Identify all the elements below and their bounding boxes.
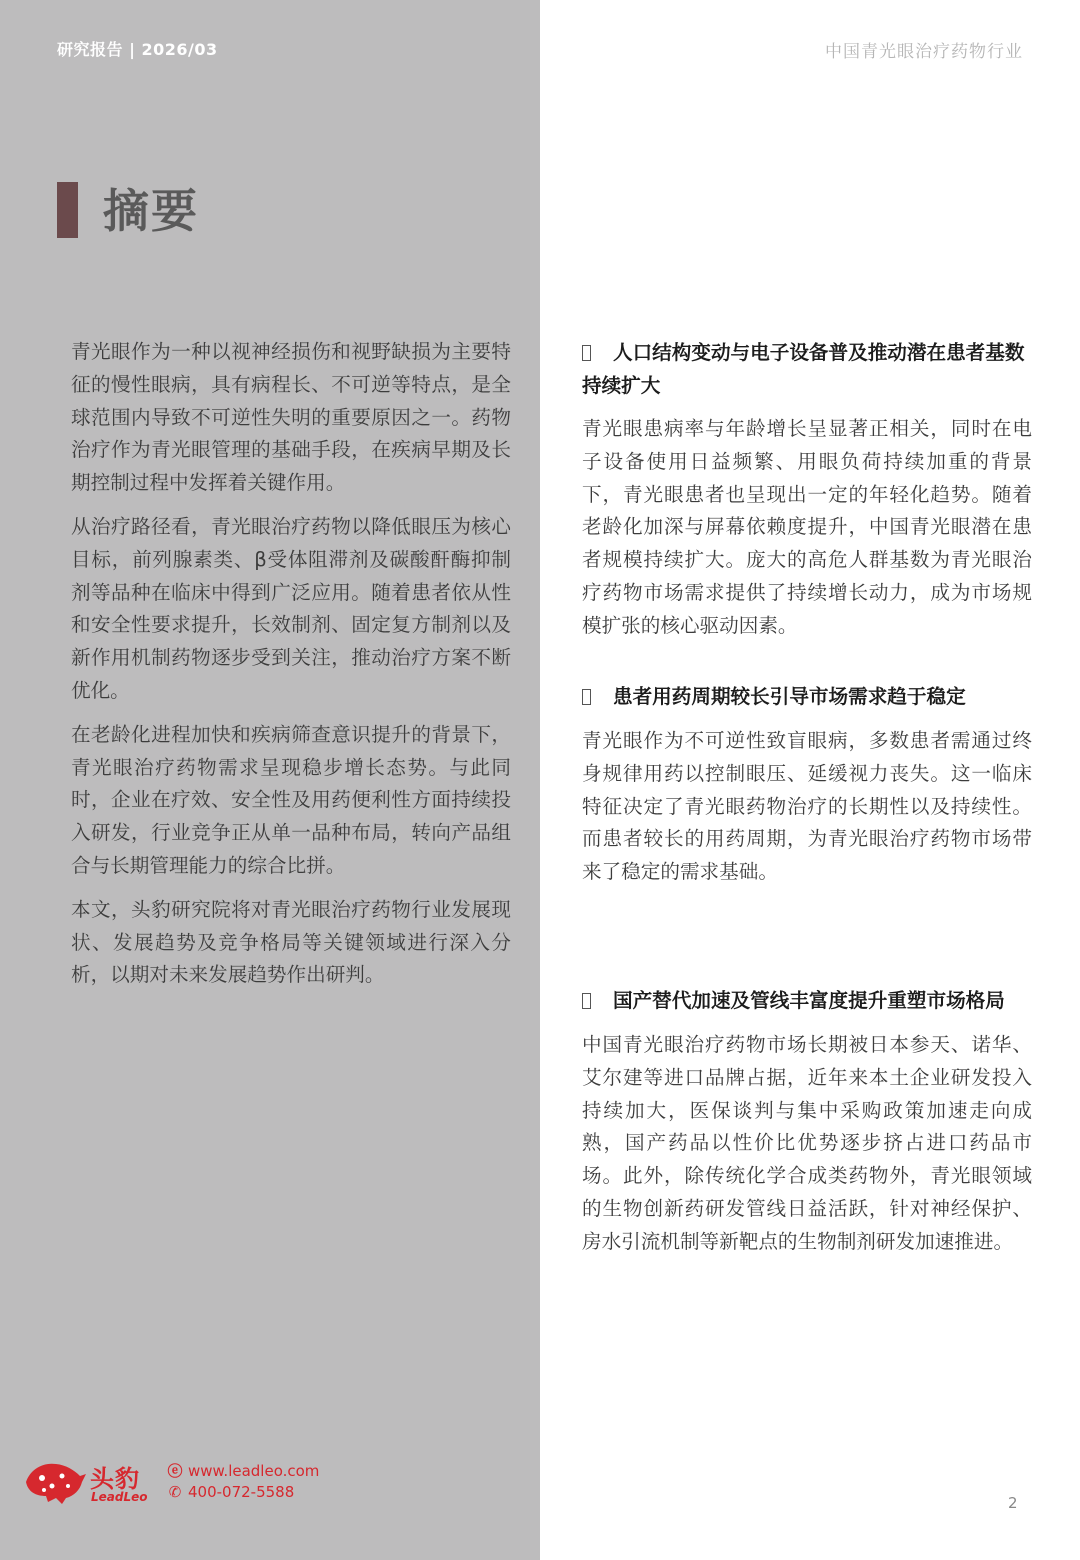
section-heading-text: 国产替代加速及管线丰富度提升重塑市场格局 xyxy=(613,989,1005,1012)
page-number: 2 xyxy=(1008,1494,1018,1512)
section-body: 青光眼作为不可逆性致盲眼病，多数患者需通过终身规律用药以控制眼压、延缓视力丧失。这一临床特征决定了青光眼药物治疗的长期性以及持续性。而患者较长的用药周期，为青光眼治疗药物市场带来了稳定的需求基础。 xyxy=(582,729,1032,884)
industry-title: 中国青光眼治疗药物行业 xyxy=(825,42,1023,62)
website-text: www.leadleo.com xyxy=(188,1462,320,1480)
summary-paragraph: 青光眼作为一种以视神经损伤和视野缺损为主要特征的慢性眼病，具有病程长、不可逆等特点，是全球范围内导致不可逆性失明的重要原因之一。药物治疗作为青光眼管理的基础手段，在疾病早期及长期控制过程中发挥着关键作用。 xyxy=(71,340,511,495)
e-web-icon: ⓔ xyxy=(167,1462,183,1480)
report-tag: 研究报告 | 2026/03 xyxy=(57,40,218,59)
section-medication-cycle xyxy=(582,680,1032,889)
square-bullet-icon xyxy=(582,993,591,1009)
section-heading xyxy=(582,336,1032,402)
title-accent-bar xyxy=(57,182,78,238)
square-bullet-icon xyxy=(582,345,591,361)
section-population-drivers xyxy=(582,336,1032,643)
phone-text: 400-072-5588 xyxy=(188,1483,295,1501)
section-heading-text: 人口结构变动与电子设备普及推动潜在患者基数持续扩大 xyxy=(582,341,1025,397)
summary-body xyxy=(71,336,511,1003)
section-heading xyxy=(582,680,1032,713)
section-heading-text: 患者用药周期较长引导市场需求趋于稳定 xyxy=(613,685,966,708)
section-body: 中国青光眼治疗药物市场长期被日本参天、诺华、艾尔建等进口品牌占据，近年来本土企业研发投入持续加大，医保谈判与集中采购政策加速走向成熟，国产药品以性价比优势逐步挤占进口药品市场。此外，除传统化学合成类药物外，青光眼领域的生物创新药研发管线日益活跃，针对神经保护、房水引流机制等新靶点的生物制剂研发加速推进。 xyxy=(582,1033,1032,1253)
section-body: 青光眼患病率与年龄增长呈显著正相关，同时在电子设备使用日益频繁、用眼负荷持续加重的背景下，青光眼患者也呈现出一定的年轻化趋势。随着老龄化加深与屏幕依赖度提升，中国青光眼潜在患者规模持续扩大。庞大的高危人群基数为青光眼治疗药物市场需求提供了持续增长动力，成为市场规模扩张的核心驱动因素。 xyxy=(582,417,1032,637)
phone-contact xyxy=(166,1482,294,1502)
summary-paragraph: 本文，头豹研究院将对青光眼治疗药物行业发展现状、发展趋势及竞争格局等关键领域进行深入分析，以期对未来发展趋势作出研判。 xyxy=(71,897,511,987)
section-heading xyxy=(582,984,1032,1017)
phone-icon: ✆ xyxy=(168,1483,182,1501)
square-bullet-icon xyxy=(582,689,591,705)
brand-name-cn: 头豹 xyxy=(90,1465,140,1493)
section-domestic-substitution xyxy=(582,984,1032,1259)
summary-paragraph: 在老龄化进程加快和疾病筛查意识提升的背景下，青光眼治疗药物需求呈现稳步增长态势。与此同时，企业在疗效、安全性及用药便利性方面持续投入研发，行业竞争正从单一品种布局，转向产品组合与长期管理能力的综合比拼。 xyxy=(71,722,511,877)
summary-paragraph: 从治疗路径看，青光眼治疗药物以降低眼压为核心目标，前列腺素类、β受体阻滞剂及碳酸酐酶抑制剂等品种在临床中得到广泛应用。随着患者依从性和安全性要求提升，长效制剂、固定复方制剂以及新作用机制药物逐步受到关注，推动治疗方案不断优化。 xyxy=(71,514,511,702)
brand-name-en: LeadLeo xyxy=(91,1490,148,1504)
page-title: 摘要 xyxy=(103,184,199,238)
website-link[interactable] xyxy=(166,1461,319,1481)
